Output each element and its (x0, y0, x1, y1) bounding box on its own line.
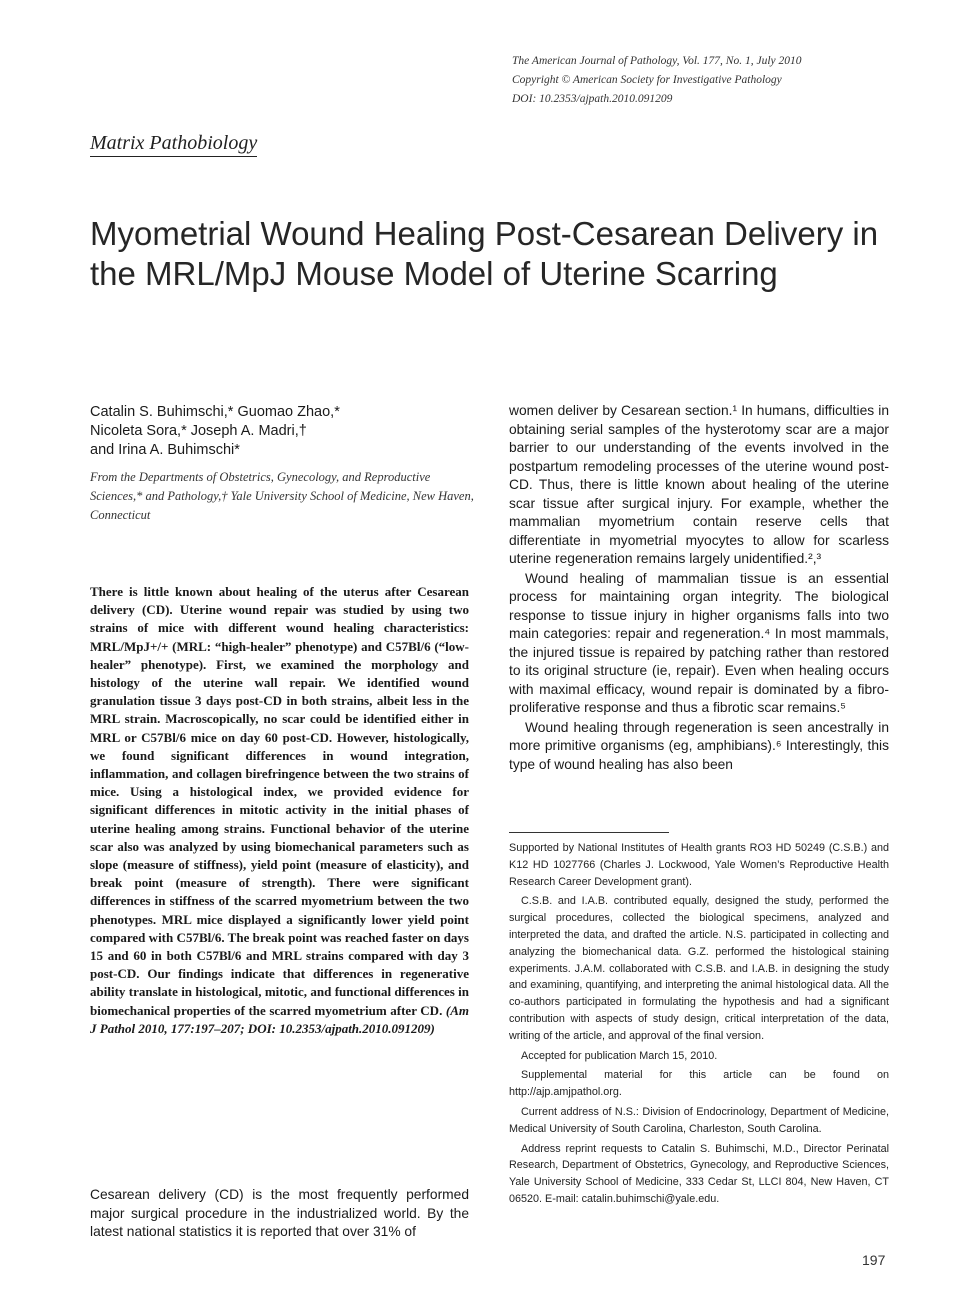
footnote-divider (509, 832, 669, 833)
author-affiliation: From the Departments of Obstetrics, Gynecology, and Reproductive Sciences,* and Pathology,† Yale University School of Medicine, New Haven, Connecticut (90, 470, 474, 522)
body-column-right (509, 402, 889, 774)
body-paragraph: Wound healing of mammalian tissue is an essential process for maintaining organ integrity. The biological response to tissue injury in higher organisms falls into two main categories: repair and regeneration.⁴ In most mammals, the injured tissue is repaired by patching rather than restored to its original structure (ie, repair). Even when healing occurs with maximal efficacy, wound repair is dominated by a fibro-proliferative response and thus a fibrotic scar remains.⁵ (509, 570, 889, 715)
author-line: and Irina A. Buhimschi* (90, 442, 240, 458)
body-paragraph: women deliver by Cesarean section.¹ In humans, difficulties in obtaining serial samples of the hysterotomy scar are a major barrier to our understanding of the events involved in the postpartum remodeling processes of the uterine wound post-CD. Thus, there is little known about healing of the uterine scar tissue after surgical injury. For example, whether the mammalian myometrium contain reserve cells that differentiate in myometrial myocytes to allow for scarless uterine regeneration remains largely unidentified.²,³ (509, 403, 889, 566)
abstract (90, 583, 469, 1038)
intro-paragraph-start: Cesarean delivery (CD) is the most frequently performed major surgical procedure in the industrialized world. By the latest national statistics it is reported that over 31% of (90, 1187, 469, 1239)
footnote-current-address: Current address of N.S.: Division of Endocrinology, Department of Medicine, Medical University of South Carolina, Charleston, South Carolina. (509, 1105, 889, 1135)
body-paragraph: Wound healing through regeneration is seen ancestrally in more primitive organisms (eg, amphibians).⁶ Interestingly, this type of wound healing has also been (509, 719, 889, 772)
author-line: Nicoleta Sora,* Joseph A. Madri,† (90, 423, 307, 439)
footnote-contributions: C.S.B. and I.A.B. contributed equally, designed the study, performed the surgical procedures, collected the biological specimens, analyzed and interpreted the data, and drafted the article. N.S. participated in collecting and analyzing the biomechanical data. G.Z. performed the histological staining experiments. J.A.M. collaborated with C.S.B. and I.A.B. in designing the study and examining, quantifying, and interpreting the animal histological data. All the co-authors participated in formulating the hypothesis and had a significant contribution with aspects of study design, critical interpretation of the data, writing of the article, and approval of the final version. (509, 895, 889, 1042)
copyright-line: Copyright © American Society for Investigative Pathology (512, 74, 782, 86)
footnote-reprint-requests: Address reprint requests to Catalin S. Buhimschi, M.D., Director Perinatal Research, Department of Obstetrics, Gynecology, and Reproductive Sciences, Yale University School of Medicine, 333 Cedar St, LLCI 804, New Haven, CT 06520. E-mail: catalin.buhimschi@yale.edu. (509, 1142, 889, 1205)
journal-header (512, 52, 932, 109)
article-title: Myometrial Wound Healing Post-Cesarean Delivery in the MRL/MpJ Mouse Model of Uterine Scarring (90, 215, 879, 292)
footnote-supplemental: Supplemental material for this article can be found on http://ajp.amjpathol.org. (509, 1069, 889, 1099)
journal-citation-line: The American Journal of Pathology, Vol. 177, No. 1, July 2010 (512, 55, 802, 67)
page-number: 197 (862, 1252, 886, 1268)
author-list (90, 403, 490, 460)
footnote-accepted: Accepted for publication March 15, 2010. (521, 1049, 718, 1062)
abstract-citation: (Am J Pathol 2010, 177:197–207; DOI: 10.2353/ajpath.2010.091209) (90, 1002, 470, 1036)
footnote-support: Supported by National Institutes of Health grants RO3 HD 50249 (C.S.B.) and K12 HD 1027766 (Charles J. Lockwood, Yale Women’s Reproductive Health Research Career Development grant). (509, 842, 889, 888)
abstract-body: There is little known about healing of the uterus after Cesarean delivery (CD). Uterine wound repair was studied by using two strains of mice with different wound healing characteristics: MRL/MpJ+/+ (MRL: “high-healer” phenotype) and C57Bl/6 (“low-healer” phenotype). First, we examined the morphology and histology of the uterine wall repair. We identified wound granulation tissue 3 days post-CD in both strains, albeit less in the MRL strain. Macroscopically, no scar could be identified either in MRL or C57Bl/6 mice on day 60 post-CD. However, histologically, we found significant differences in wound integration, inflammation, and collagen birefringence between the two strains of mice. Using a histological index, we provided evidence for significant differences in mitotic activity in the initial phases of uterine healing among strains. Functional behavior of the uterine scar also was analyzed by using biomechanical parameters such as slope (measure of stiffness), yield point (measure of elasticity), and break point (measure of strength). There were significant differences in stiffness of the scarred myometrium between the two phenotypes. MRL mice displayed a significantly lower yield point compared with C57Bl/6. The break point was reached faster on days 15 and 60 in both C57Bl/6 and MRL strains compared with day 3 post-CD. Our findings indicate that differences in regenerative ability translate in histological, mitotic, and functional differences in biomechanical properties of the scarred myometrium after CD. (90, 584, 469, 1018)
doi-line: DOI: 10.2353/ajpath.2010.091209 (512, 93, 673, 105)
author-line: Catalin S. Buhimschi,* Guomao Zhao,* (90, 404, 340, 420)
section-label: Matrix Pathobiology (90, 131, 257, 157)
footnotes (509, 840, 889, 1211)
